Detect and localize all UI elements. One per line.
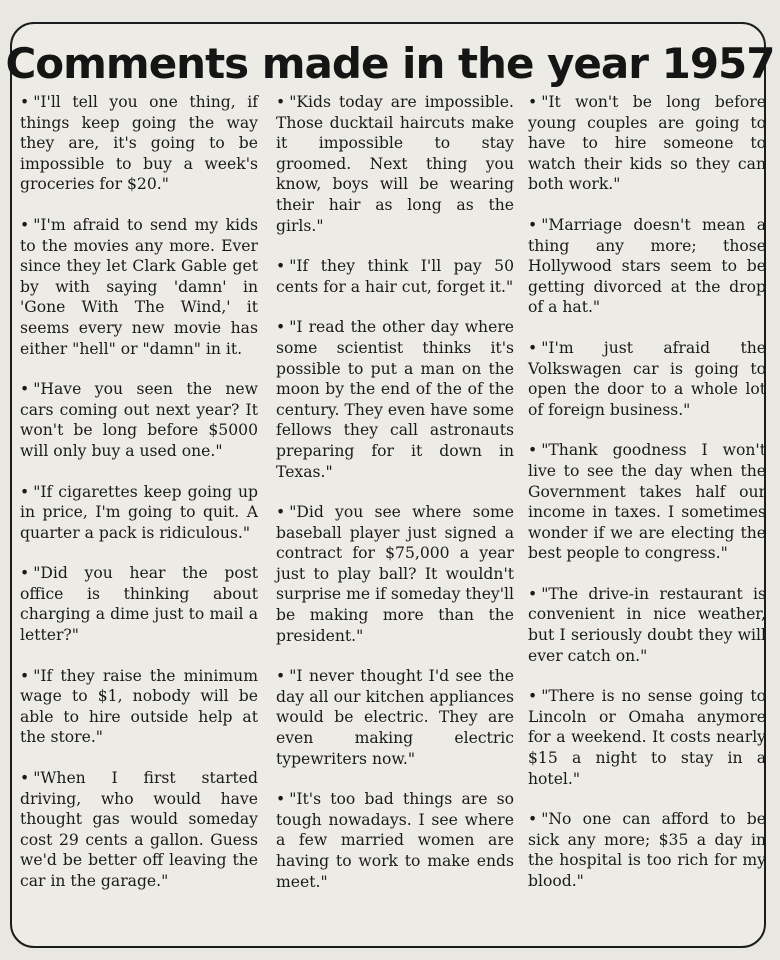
- quote-text: "I'm just afraid the Volkswagen car is going to open the door to a whole lot of foreign business.": [528, 338, 766, 419]
- bullet-icon: •: [20, 380, 30, 399]
- quote-text: "When I first started driving, who would have thought gas would someday cost 29 cents a gallon. Guess we'd be better off leaving the car in the garage.": [20, 769, 258, 890]
- bullet-icon: •: [276, 503, 286, 522]
- bullet-icon: •: [20, 769, 30, 788]
- quote-text: "Did you hear the post office is thinking about charging a dime just to mail a letter?": [20, 564, 258, 645]
- bullet-icon: •: [528, 215, 538, 234]
- quote-text: "I read the other day where some scientist thinks it's possible to put a man on the moon by the end of the of the century. They even have some fellows they call astronauts preparing for it down in Texas.": [276, 318, 514, 481]
- quote-text: "It won't be long before young couples are going to have to hire someone to watch their kids so they can both work.": [528, 93, 766, 194]
- quote-item: [276, 92, 514, 236]
- quote-item: [20, 215, 258, 359]
- quote-text: "I'm afraid to send my kids to the movies any more. Ever since they let Clark Gable get by with saying 'damn' in 'Gone With The Wind,' it seems every new movie has either "hell" or "damn" in it.: [20, 215, 258, 358]
- bullet-icon: •: [20, 215, 30, 234]
- quote-item: [528, 809, 766, 891]
- quote-text: "Kids today are impossible. Those ducktail haircuts make it impossible to stay groomed. Next thing you know, boys will be wearing their hair as long as the girls.": [276, 93, 514, 235]
- bullet-icon: •: [528, 93, 538, 111]
- quote-item: [20, 482, 258, 544]
- quote-text: "There is no sense going to Lincoln or Omaha anymore for a weekend. It costs nearly $15 a night to stay in a hotel.": [528, 687, 766, 788]
- quote-text: "Did you see where some baseball player just signed a contract for $75,000 a year just to play ball? It wouldn't surprise me if someday they'll be making more than the president.": [276, 503, 514, 645]
- quote-text: "If they think I'll pay 50 cents for a hair cut, forget it.": [276, 257, 514, 296]
- quote-item: [20, 768, 258, 892]
- bullet-icon: •: [20, 93, 30, 111]
- bullet-icon: •: [20, 482, 30, 501]
- quote-item: [276, 666, 514, 769]
- column-left: [20, 92, 258, 912]
- quote-text: "The drive-in restaurant is convenient in nice weather, but I seriously doubt they will ever catch on.": [528, 584, 766, 665]
- quote-text: "It's too bad things are so tough nowadays. I see where a few married women are having to work to make ends meet.": [276, 790, 514, 891]
- quote-text: "Marriage doesn't mean a thing any more; those Hollywood stars seem to be getting divorced at the drop of a hat.": [528, 215, 766, 317]
- quote-item: [276, 789, 514, 892]
- bullet-icon: •: [528, 441, 538, 460]
- quote-item: [528, 584, 766, 666]
- quote-text: "If cigarettes keep going up in price, I'm going to quit. A quarter a pack is ridiculous.": [20, 482, 258, 542]
- bullet-icon: •: [528, 687, 538, 706]
- bullet-icon: •: [276, 257, 286, 276]
- quote-item: [20, 92, 258, 195]
- column-right: [528, 92, 766, 912]
- quote-item: [20, 379, 258, 461]
- quote-item: [528, 686, 766, 789]
- bullet-icon: •: [276, 318, 286, 337]
- bullet-icon: •: [528, 584, 538, 603]
- quote-text: "I never thought I'd see the day all our kitchen appliances would be electric. They are even making electric typewriters now.": [276, 667, 514, 768]
- quote-text: "If they raise the minimum wage to $1, nobody will be able to hire outside help at the store.": [20, 666, 258, 747]
- quote-item: [276, 317, 514, 482]
- quote-text: "No one can afford to be sick any more; $35 a day in the hospital is too rich for my blood.": [528, 810, 766, 890]
- quote-item: [528, 215, 766, 318]
- quote-item: [528, 92, 766, 195]
- bullet-icon: •: [276, 790, 286, 809]
- quote-item: [276, 502, 514, 646]
- quote-item: [20, 666, 258, 748]
- bullet-icon: •: [528, 338, 538, 357]
- quote-item: [276, 256, 514, 297]
- bullet-icon: •: [276, 93, 286, 111]
- quote-text: "Have you seen the new cars coming out next year? It won't be long before $5000 will only buy a used one.": [20, 380, 258, 460]
- bullet-icon: •: [20, 564, 30, 583]
- bullet-icon: •: [528, 810, 538, 829]
- column-middle: [276, 92, 514, 912]
- bullet-icon: •: [20, 666, 30, 685]
- quote-item: [528, 440, 766, 564]
- quote-item: [20, 563, 258, 645]
- quote-item: [528, 338, 766, 420]
- quote-text: "Thank goodness I won't live to see the day when the Government takes half our income in taxes. I sometimes wonder if we are electing the best people to congress.": [528, 441, 766, 563]
- article-title: Comments made in the year 1957: [5, 39, 775, 88]
- quote-text: "I'll tell you one thing, if things keep going the way they are, it's going to be impossible to buy a week's groceries for $20.": [20, 93, 258, 194]
- bullet-icon: •: [276, 667, 286, 686]
